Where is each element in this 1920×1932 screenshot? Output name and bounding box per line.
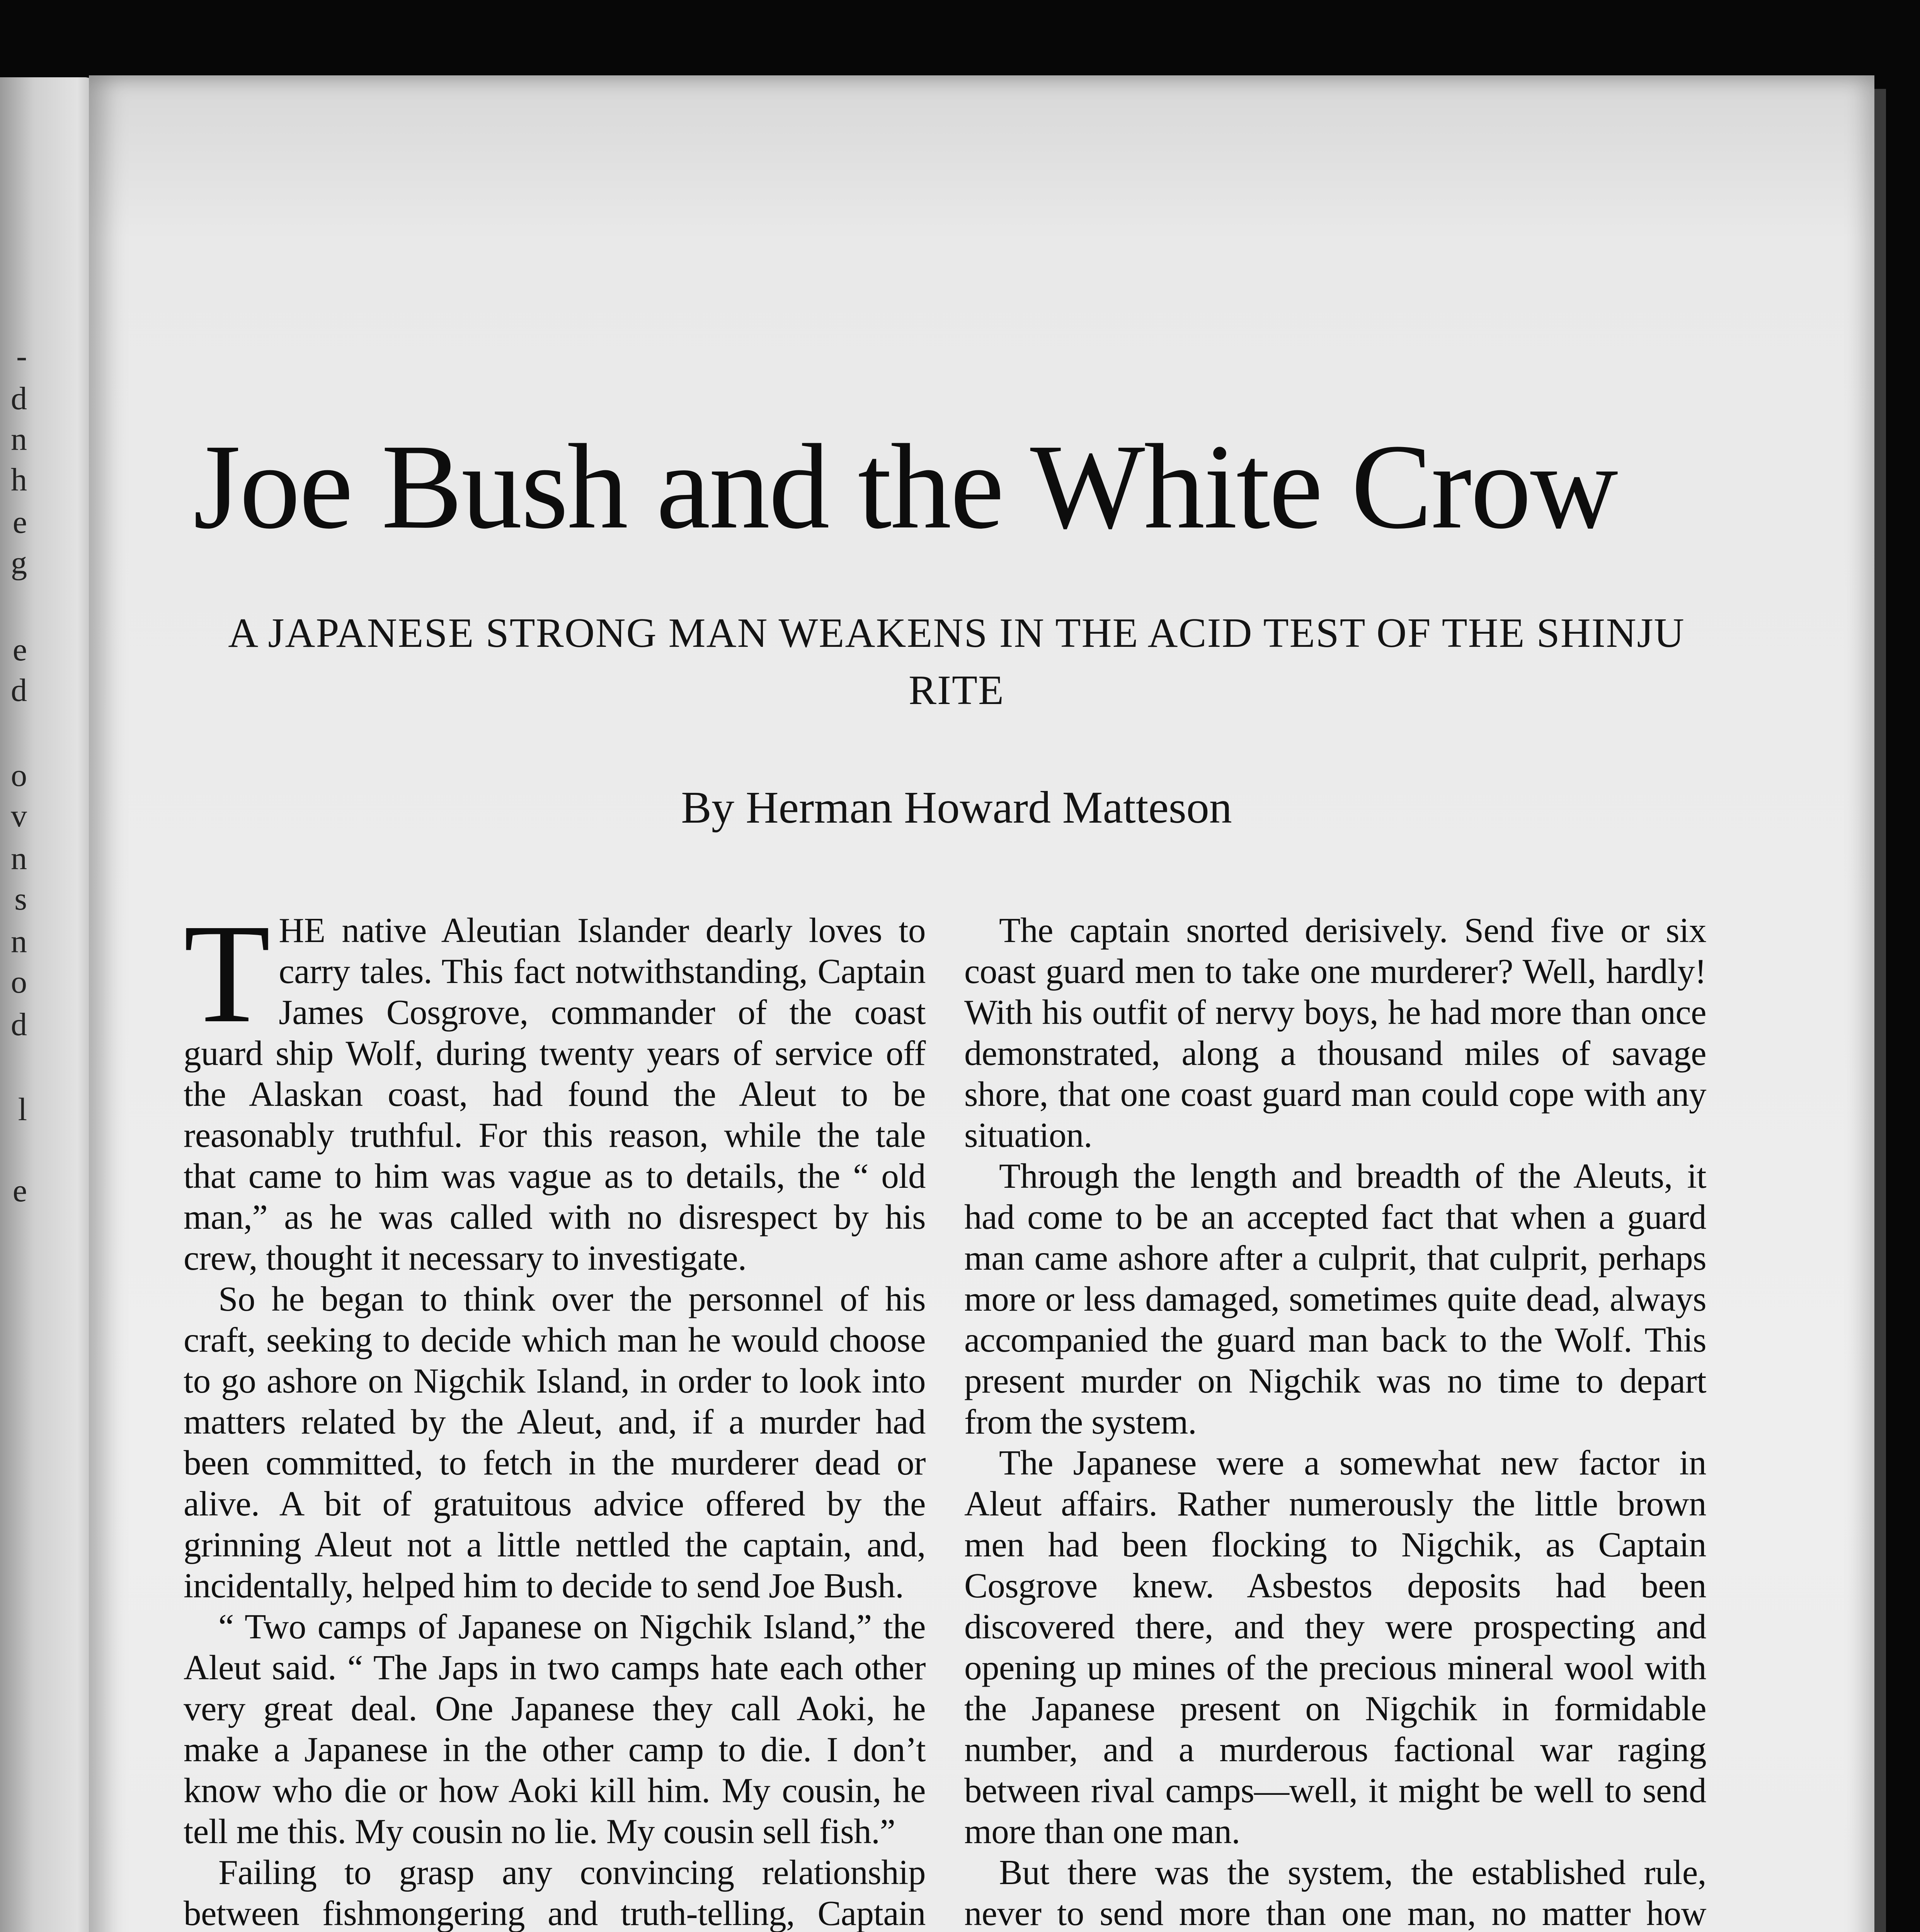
- prev-page-fragment: o: [11, 757, 27, 793]
- paragraph: Failing to grasp any convincing relationship between fishmongering and truth-telling, Captain: [184, 1853, 926, 1932]
- prev-page-fragment: n: [11, 840, 27, 876]
- paragraph-text: HE native Aleutian Islander dearly loves to carry tales. This fact notwithstanding, Captain James Cosgrove, commander of the coast guard ship Wolf, during twenty years of service off the Alaskan coast, had found the Aleut to be reasonably truthful. For this reason, while the tale that came to him was vague as to details, the “ old man,” as he was called with no disrespect by his crew, thought it necessary to investigate.: [184, 911, 926, 1277]
- drop-cap: T: [184, 895, 271, 1052]
- prev-page-fragment: n: [11, 421, 27, 457]
- prev-page-fragment: s: [14, 881, 27, 917]
- prev-page-fragment: n: [11, 923, 27, 959]
- prev-page-fragment: e: [12, 1173, 27, 1209]
- left-column: [184, 895, 926, 1932]
- previous-page-edge: [0, 77, 97, 1932]
- prev-page-fragment: g: [11, 545, 27, 581]
- paragraph: “ Two camps of Japanese on Nigchik Island,” the Aleut said. “ The Japs in two camps hate each other very great deal. One Japanese they call Aoki, he make a Japanese in the other camp to die. I don’t know who die or how Aoki kill him. My cousin, he tell me this. My cousin no lie. My cousin sell fish.”: [184, 1607, 926, 1851]
- prev-page-fragment: e: [12, 632, 27, 668]
- paragraph: Through the length and breadth of the Aleuts, it had come to be an accepted fact that when a guard man came ashore after a culprit, that culprit, perhaps more or less damaged, sometimes quite dead, always accompanied the guard man back to the Wolf. This present murder on Nigchik was no time to depart from the system.: [964, 1156, 1706, 1441]
- article-subtitle: A JAPANESE STRONG MAN WEAKENS IN THE ACID TEST OF THE SHINJU RITE: [228, 610, 1685, 713]
- prev-page-fragment: e: [12, 504, 27, 540]
- prev-page-fragment: d: [11, 381, 27, 417]
- paragraph: The captain snorted derisively. Send five or six coast guard men to take one murderer? Well, hardly! With his outfit of nervy boys, he had more than once demonstrated, along a thousand miles of savage shore, that one coast guard man could cope with any situation.: [964, 911, 1706, 1155]
- prev-page-fragment: d: [11, 1007, 27, 1043]
- prev-page-fragment: d: [11, 672, 27, 708]
- paragraph: The Japanese were a somewhat new factor in Aleut affairs. Rather numerously the little brown men had been flocking to Nigchik, as Captain Cosgrove knew. Asbestos deposits had been discovered there, and they were prospecting and opening up mines of the precious mineral wool with the Japanese present on Nigchik in formidable number, and a murderous factional war raging between rival camps—well, it might be well to send more than one man.: [964, 1443, 1706, 1851]
- paragraph: But there was the system, the established rule, never to send more than one man, no matter how: [964, 1853, 1706, 1932]
- paragraph: So he began to think over the personnel of his craft, seeking to decide which man he would choose to go ashore on Nigchik Island, in order to look into matters related by the Aleut, and, if a murder had been committed, to fetch in the murderer dead or alive. A bit of gratuitous advice offered by the grinning Aleut not a little nettled the captain, and, incidentally, helped him to decide to send Joe Bush.: [184, 1279, 926, 1605]
- prev-page-fragment: o: [11, 964, 27, 1000]
- article-title: Joe Bush and the White Crow: [193, 419, 1617, 554]
- prev-page-fragment: h: [11, 462, 27, 498]
- prev-page-fragment: v: [11, 798, 27, 834]
- prev-page-fragment: l: [18, 1092, 27, 1128]
- article-byline: By Herman Howard Matteson: [681, 782, 1232, 833]
- right-column: [964, 910, 1706, 1932]
- prev-page-fragment: -: [16, 338, 27, 374]
- paragraph: [184, 895, 926, 1279]
